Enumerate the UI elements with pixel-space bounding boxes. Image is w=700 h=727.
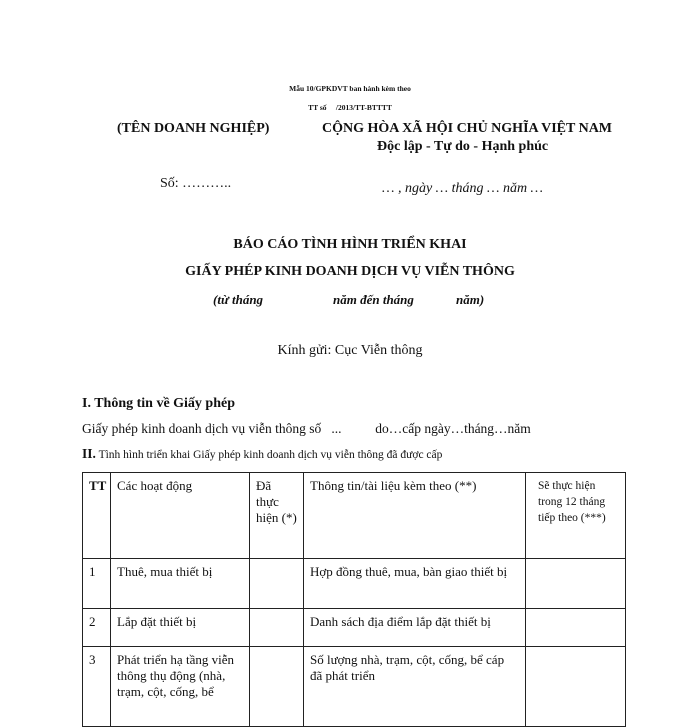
row-docs: Hợp đồng thuê, mua, bàn giao thiết bị xyxy=(304,559,526,609)
row-done xyxy=(250,559,304,609)
motto: Độc lập - Tự do - Hạnh phúc xyxy=(377,139,549,154)
table-header-row xyxy=(83,473,626,559)
header-plan: Sẽ thực hiện trong 12 tháng tiếp theo (***) xyxy=(526,473,626,559)
section1-text: Giấy phép kinh doanh dịch vụ viễn thông số ... do…cấp ngày…tháng…năm xyxy=(82,421,531,436)
header-activity: Các hoạt động xyxy=(111,473,250,559)
table-row xyxy=(83,559,626,609)
row-plan xyxy=(526,647,626,727)
section2-heading-text: Tình hình triển khai Giấy phép kinh doanh dịch vụ viễn thông đã được cấp xyxy=(98,449,443,461)
section2-number: II. xyxy=(82,446,96,461)
table-row xyxy=(83,609,626,647)
row-activity: Phát triển hạ tầng viễn thông thụ động (nhà, trạm, cột, cống, bể xyxy=(111,647,250,727)
template-note-line2: TT số /2013/TT-BTTTT xyxy=(308,103,392,112)
row-done xyxy=(250,609,304,647)
document-date: … , ngày … tháng … năm … xyxy=(382,181,544,196)
nation-title: CỘNG HÒA XÃ HỘI CHỦ NGHĨA VIỆT NAM xyxy=(322,121,613,136)
row-plan xyxy=(526,609,626,647)
period-year: năm đến tháng xyxy=(333,292,414,307)
row-tt: 3 xyxy=(83,647,111,727)
period-from: (từ tháng xyxy=(213,292,264,307)
row-done xyxy=(250,647,304,727)
section2-heading xyxy=(82,446,442,462)
company-name: (TÊN DOANH NGHIỆP) xyxy=(117,121,270,136)
template-note-line1: Mẫu 10/GPKDVT ban hành kèm theo xyxy=(289,84,411,93)
header-tt: TT xyxy=(83,473,111,559)
row-activity: Thuê, mua thiết bị xyxy=(111,559,250,609)
row-tt: 2 xyxy=(83,609,111,647)
report-title-line1: BÁO CÁO TÌNH HÌNH TRIỂN KHAI xyxy=(233,237,467,252)
row-activity: Lắp đặt thiết bị xyxy=(111,609,250,647)
report-table xyxy=(82,472,626,727)
header-docs: Thông tin/tài liệu kèm theo (**) xyxy=(304,473,526,559)
header-done: Đã thực hiện (*) xyxy=(250,473,304,559)
recipient: Kính gửi: Cục Viễn thông xyxy=(277,343,423,358)
row-docs: Số lượng nhà, trạm, cột, cống, bể cáp đã phát triển xyxy=(304,647,526,727)
table-row xyxy=(83,647,626,727)
period-end: năm) xyxy=(456,292,485,307)
row-plan xyxy=(526,559,626,609)
row-tt: 1 xyxy=(83,559,111,609)
section1-heading: I. Thông tin về Giấy phép xyxy=(82,396,236,411)
row-docs: Danh sách địa điểm lắp đặt thiết bị xyxy=(304,609,526,647)
document-number: Số: ……….. xyxy=(160,176,232,191)
report-title-line2: GIẤY PHÉP KINH DOANH DỊCH VỤ VIỄN THÔNG xyxy=(185,264,515,279)
